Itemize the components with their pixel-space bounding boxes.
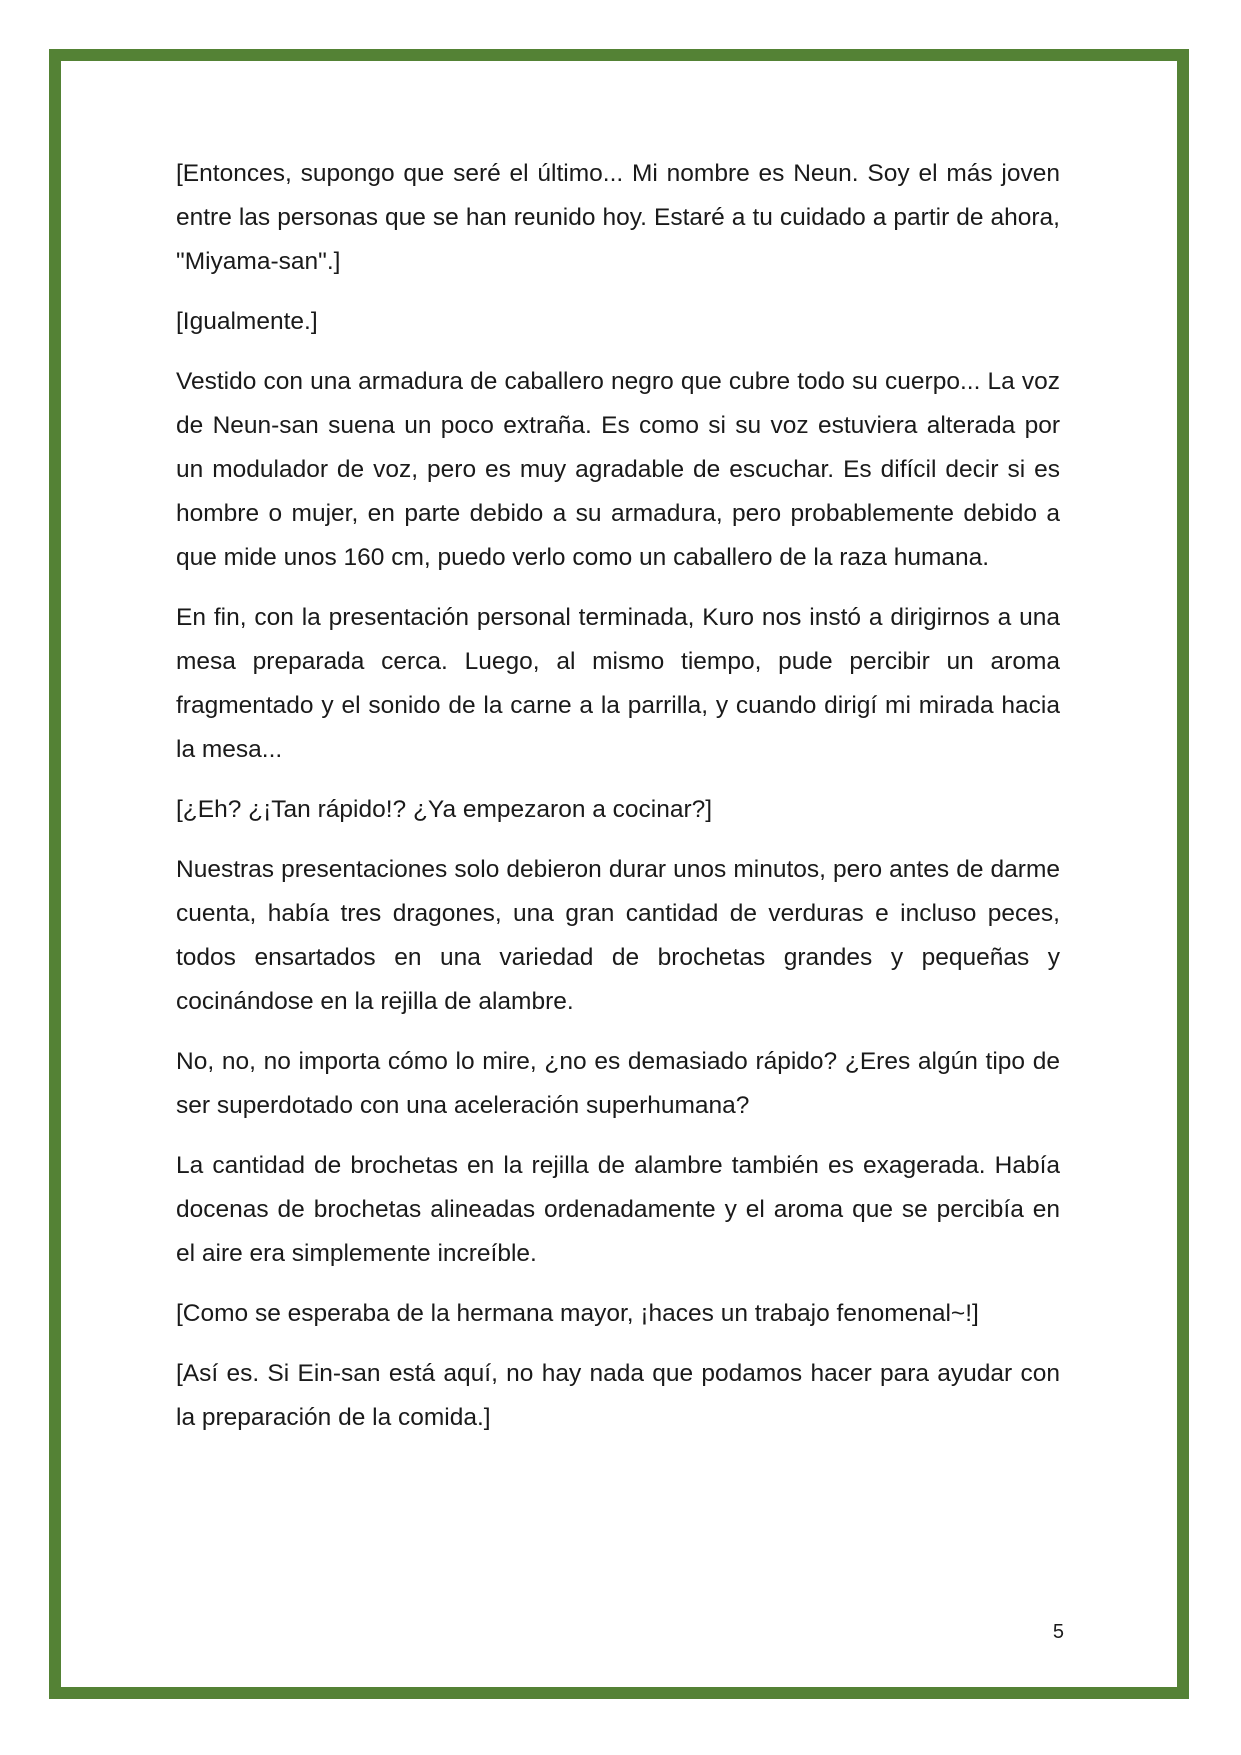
paragraph: Nuestras presentaciones solo debieron durar unos minutos, pero antes de darme cuenta, había tres dragones, una gran cantidad de verduras e incluso peces, todos ensartados en una variedad de brochetas grandes y pequeñas y cocinándose en la rejilla de alambre. — [176, 856, 1060, 1015]
paragraph: [Entonces, supongo que seré el último... Mi nombre es Neun. Soy el más joven entre las personas que se han reunido hoy. Estaré a tu cuidado a partir de ahora, "Miyama-san".] — [176, 160, 1060, 275]
paragraph: En fin, con la presentación personal terminada, Kuro nos instó a dirigirnos a una mesa preparada cerca. Luego, al mismo tiempo, pude percibir un aroma fragmentado y el sonido de la carne a la parrilla, y cuando dirigí mi mirada hacia la mesa... — [176, 604, 1060, 763]
paragraph: No, no, no importa cómo lo mire, ¿no es demasiado rápido? ¿Eres algún tipo de ser superdotado con una aceleración superhumana? — [176, 1048, 1060, 1119]
paragraph: [¿Eh? ¿¡Tan rápido!? ¿Ya empezaron a cocinar?] — [176, 796, 713, 823]
paragraph: La cantidad de brochetas en la rejilla de alambre también es exagerada. Había docenas de brochetas alineadas ordenadamente y el aroma que se percibía en el aire era simplemente increíble. — [176, 1152, 1060, 1267]
paragraph: [Como se esperaba de la hermana mayor, ¡haces un trabajo fenomenal~!] — [176, 1300, 979, 1327]
paragraph: [Igualmente.] — [176, 308, 318, 335]
document-body — [176, 152, 1060, 1456]
page-number: 5 — [1052, 1621, 1064, 1643]
paragraph: [Así es. Si Ein-san está aquí, no hay nada que podamos hacer para ayudar con la preparación de la comida.] — [176, 1360, 1060, 1431]
paragraph: Vestido con una armadura de caballero negro que cubre todo su cuerpo... La voz de Neun-san suena un poco extraña. Es como si su voz estuviera alterada por un modulador de voz, pero es muy agradable de escuchar. Es difícil decir si es hombre o mujer, en parte debido a su armadura, pero probablemente debido a que mide unos 160 cm, puedo verlo como un caballero de la raza humana. — [176, 368, 1060, 571]
